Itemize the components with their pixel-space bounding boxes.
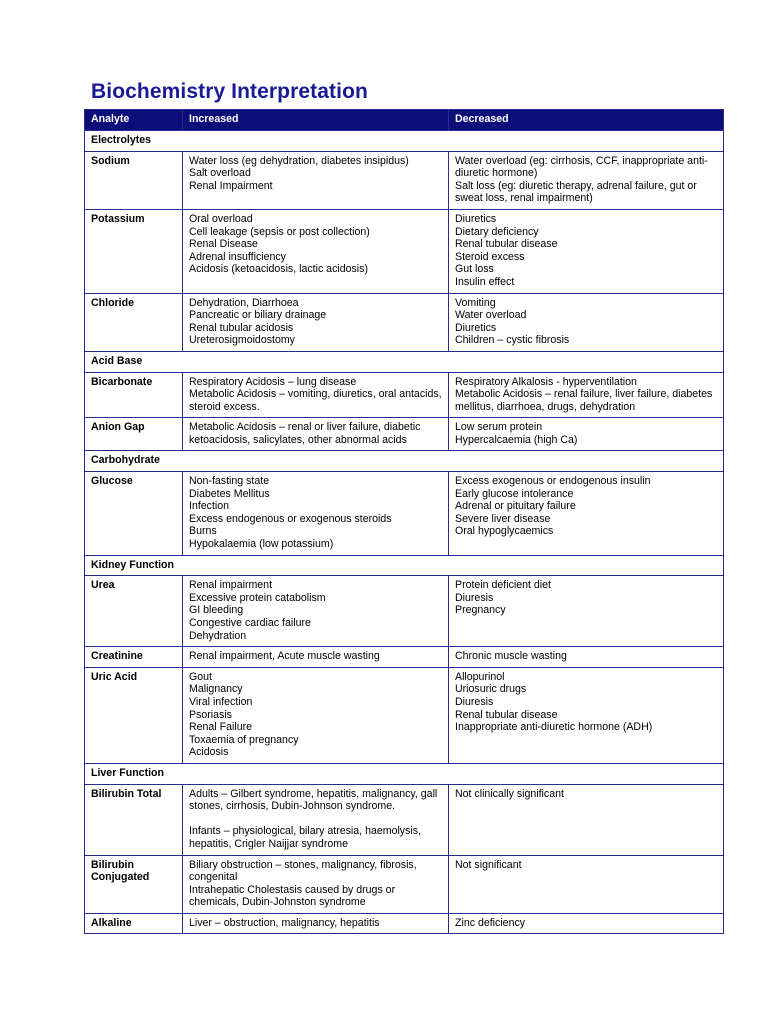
decreased-item: Dietary deficiency xyxy=(455,225,539,238)
decreased-item: Chronic muscle wasting xyxy=(455,650,567,663)
analyte-cell: Bilirubin Total xyxy=(85,784,183,855)
increased-cell xyxy=(183,209,449,293)
decreased-cell xyxy=(449,418,724,451)
table-row xyxy=(85,667,724,763)
increased-item: Diabetes Mellitus xyxy=(189,487,270,500)
analyte-cell: Potassium xyxy=(85,209,183,293)
table-row xyxy=(85,647,724,668)
increased-cell xyxy=(183,784,449,855)
biochemistry-table xyxy=(84,109,724,934)
table-header xyxy=(85,110,724,131)
increased-cell xyxy=(183,647,449,668)
increased-cell xyxy=(183,855,449,913)
table-row xyxy=(85,293,724,351)
increased-item: Respiratory Acidosis – lung disease xyxy=(189,375,357,388)
section-row xyxy=(85,131,724,152)
increased-item: Burns xyxy=(189,525,217,538)
increased-item: Pancreatic or biliary drainage xyxy=(189,309,327,322)
decreased-cell xyxy=(449,913,724,934)
decreased-cell xyxy=(449,372,724,418)
increased-item: Acidosis (ketoacidosis, lactic acidosis) xyxy=(189,263,368,276)
table-row xyxy=(85,151,724,209)
table-row xyxy=(85,913,724,934)
decreased-item: Diuretics xyxy=(455,212,497,225)
increased-cell xyxy=(183,418,449,451)
analyte-cell: Glucose xyxy=(85,472,183,556)
increased-cell xyxy=(183,667,449,763)
table-row xyxy=(85,418,724,451)
decreased-item: Zinc deficiency xyxy=(455,916,526,929)
increased-item: Renal impairment, Acute muscle wasting xyxy=(189,650,380,663)
increased-item: Renal Failure xyxy=(189,721,253,734)
analyte-cell: Uric Acid xyxy=(85,667,183,763)
decreased-item: Metabolic Acidosis – renal failure, liver failure, diabetes mellitus, diarrhoea, drugs, dehydration xyxy=(455,388,713,413)
increased-item: Dehydration xyxy=(189,629,247,642)
increased-item: Oral overload xyxy=(189,212,253,225)
decreased-item: Not clinically significant xyxy=(455,787,564,800)
increased-item: Toxaemia of pregnancy xyxy=(189,733,299,746)
table-row xyxy=(85,209,724,293)
decreased-cell xyxy=(449,151,724,209)
section-heading: Carbohydrate xyxy=(85,451,724,472)
decreased-item: Excess exogenous or endogenous insulin xyxy=(455,475,651,488)
decreased-cell xyxy=(449,784,724,855)
analyte-cell: Alkaline xyxy=(85,913,183,934)
increased-item: Renal tubular acidosis xyxy=(189,321,294,334)
decreased-item: Steroid excess xyxy=(455,250,525,263)
decreased-item: Gut loss xyxy=(455,263,494,276)
decreased-item: Diuresis xyxy=(455,591,494,604)
decreased-item: Early glucose intolerance xyxy=(455,487,574,500)
decreased-item: Diuretics xyxy=(455,321,497,334)
increased-item: Acidosis xyxy=(189,746,229,759)
increased-cell xyxy=(183,372,449,418)
table-row xyxy=(85,855,724,913)
increased-item: GI bleeding xyxy=(189,604,244,617)
increased-item: Psoriasis xyxy=(189,708,232,721)
increased-item: Gout xyxy=(189,670,212,683)
increased-item: Adults – Gilbert syndrome, hepatitis, malignancy, gall stones, cirrhosis, Dubin-Johnson syndrome. xyxy=(189,787,438,813)
analyte-cell: Bicarbonate xyxy=(85,372,183,418)
decreased-item: Children – cystic fibrosis xyxy=(455,334,570,347)
section-row xyxy=(85,763,724,784)
section-heading: Liver Function xyxy=(85,763,724,784)
analyte-cell: Bilirubin Conjugated xyxy=(85,855,183,913)
decreased-cell xyxy=(449,667,724,763)
increased-item: Viral infection xyxy=(189,695,253,708)
increased-item: Infants – physiological, bilary atresia, haemolysis, hepatitis, Crigler Naijjar syndrome xyxy=(189,825,421,850)
header-analyte: Analyte xyxy=(85,110,183,131)
decreased-cell xyxy=(449,209,724,293)
increased-item: Renal Impairment xyxy=(189,179,273,192)
increased-item: Liver – obstruction, malignancy, hepatitis xyxy=(189,916,380,929)
increased-item: Intrahepatic Cholestasis caused by drugs or chemicals, Dubin-Johnston syndrome xyxy=(189,883,396,909)
decreased-item: Water overload (eg: cirrhosis, CCF, inappropriate anti-diuretic hormone) xyxy=(455,154,708,180)
page-title: Biochemistry Interpretation xyxy=(91,80,368,103)
decreased-item: Inappropriate anti-diuretic hormone (ADH) xyxy=(455,721,653,734)
section-row xyxy=(85,351,724,372)
header-increased: Increased xyxy=(183,110,449,131)
increased-item: Metabolic Acidosis – vomiting, diuretics, oral antacids, steroid excess. xyxy=(189,388,442,413)
decreased-cell xyxy=(449,293,724,351)
increased-item: Adrenal insufficiency xyxy=(189,250,286,263)
decreased-cell xyxy=(449,647,724,668)
increased-item: Infection xyxy=(189,500,230,513)
increased-cell xyxy=(183,576,449,647)
increased-item: Excess endogenous or exogenous steroids xyxy=(189,512,392,525)
increased-cell xyxy=(183,913,449,934)
table-row xyxy=(85,576,724,647)
analyte-cell: Chloride xyxy=(85,293,183,351)
increased-item: Salt overload xyxy=(189,167,251,180)
decreased-item: Pregnancy xyxy=(455,604,506,617)
header-row xyxy=(85,110,724,131)
decreased-item: Protein deficient diet xyxy=(455,579,551,592)
decreased-item: Salt loss (eg: diuretic therapy, adrenal failure, gut or sweat loss, renal impairment) xyxy=(455,179,697,205)
decreased-item: Oral hypoglycaemics xyxy=(455,525,554,538)
section-heading: Electrolytes xyxy=(85,131,724,152)
section-heading: Kidney Function xyxy=(85,555,724,576)
table-body xyxy=(85,131,724,934)
increased-cell xyxy=(183,151,449,209)
decreased-item: Vomiting xyxy=(455,296,496,309)
decreased-item: Adrenal or pituitary failure xyxy=(455,500,576,513)
decreased-item: Low serum protein xyxy=(455,421,543,434)
increased-item: Malignancy xyxy=(189,683,243,696)
table-row xyxy=(85,472,724,556)
decreased-item: Hypercalcaemia (high Ca) xyxy=(455,433,578,446)
decreased-item: Uriosuric drugs xyxy=(455,683,527,696)
decreased-cell xyxy=(449,472,724,556)
decreased-item: Diuresis xyxy=(455,695,494,708)
table-row xyxy=(85,784,724,855)
decreased-item: Water overload xyxy=(455,309,527,322)
increased-item: Ureterosigmoidostomy xyxy=(189,334,295,347)
increased-cell xyxy=(183,293,449,351)
analyte-cell: Urea xyxy=(85,576,183,647)
decreased-item: Respiratory Alkalosis - hyperventilation xyxy=(455,375,637,388)
increased-item: Cell leakage (sepsis or post collection) xyxy=(189,225,370,238)
increased-item: Metabolic Acidosis – renal or liver failure, diabetic ketoacidosis, salicylates, other abnormal acids xyxy=(189,421,421,446)
decreased-item: Allopurinol xyxy=(455,670,505,683)
decreased-item: Renal tubular disease xyxy=(455,238,558,251)
decreased-item: Insulin effect xyxy=(455,275,515,288)
increased-item: Hypokalaemia (low potassium) xyxy=(189,538,334,551)
section-row xyxy=(85,555,724,576)
header-decreased: Decreased xyxy=(449,110,724,131)
increased-cell xyxy=(183,472,449,556)
decreased-item: Renal tubular disease xyxy=(455,708,558,721)
analyte-cell: Anion Gap xyxy=(85,418,183,451)
increased-item: Non-fasting state xyxy=(189,475,270,488)
increased-item: Renal impairment xyxy=(189,579,273,592)
section-row xyxy=(85,451,724,472)
increased-item: Congestive cardiac failure xyxy=(189,617,311,629)
increased-item: Dehydration, Diarrhoea xyxy=(189,296,299,309)
blank-line xyxy=(189,813,442,826)
decreased-cell xyxy=(449,855,724,913)
decreased-cell xyxy=(449,576,724,647)
table-row xyxy=(85,372,724,418)
increased-item: Biliary obstruction – stones, malignancy, fibrosis, congenital xyxy=(189,858,417,884)
increased-item: Water loss (eg dehydration, diabetes insipidus) xyxy=(189,154,409,167)
decreased-item: Severe liver disease xyxy=(455,512,551,525)
decreased-item: Not significant xyxy=(455,858,522,871)
analyte-cell: Creatinine xyxy=(85,647,183,668)
section-heading: Acid Base xyxy=(85,351,724,372)
increased-item: Renal Disease xyxy=(189,238,258,251)
analyte-cell: Sodium xyxy=(85,151,183,209)
increased-item: Excessive protein catabolism xyxy=(189,591,326,604)
